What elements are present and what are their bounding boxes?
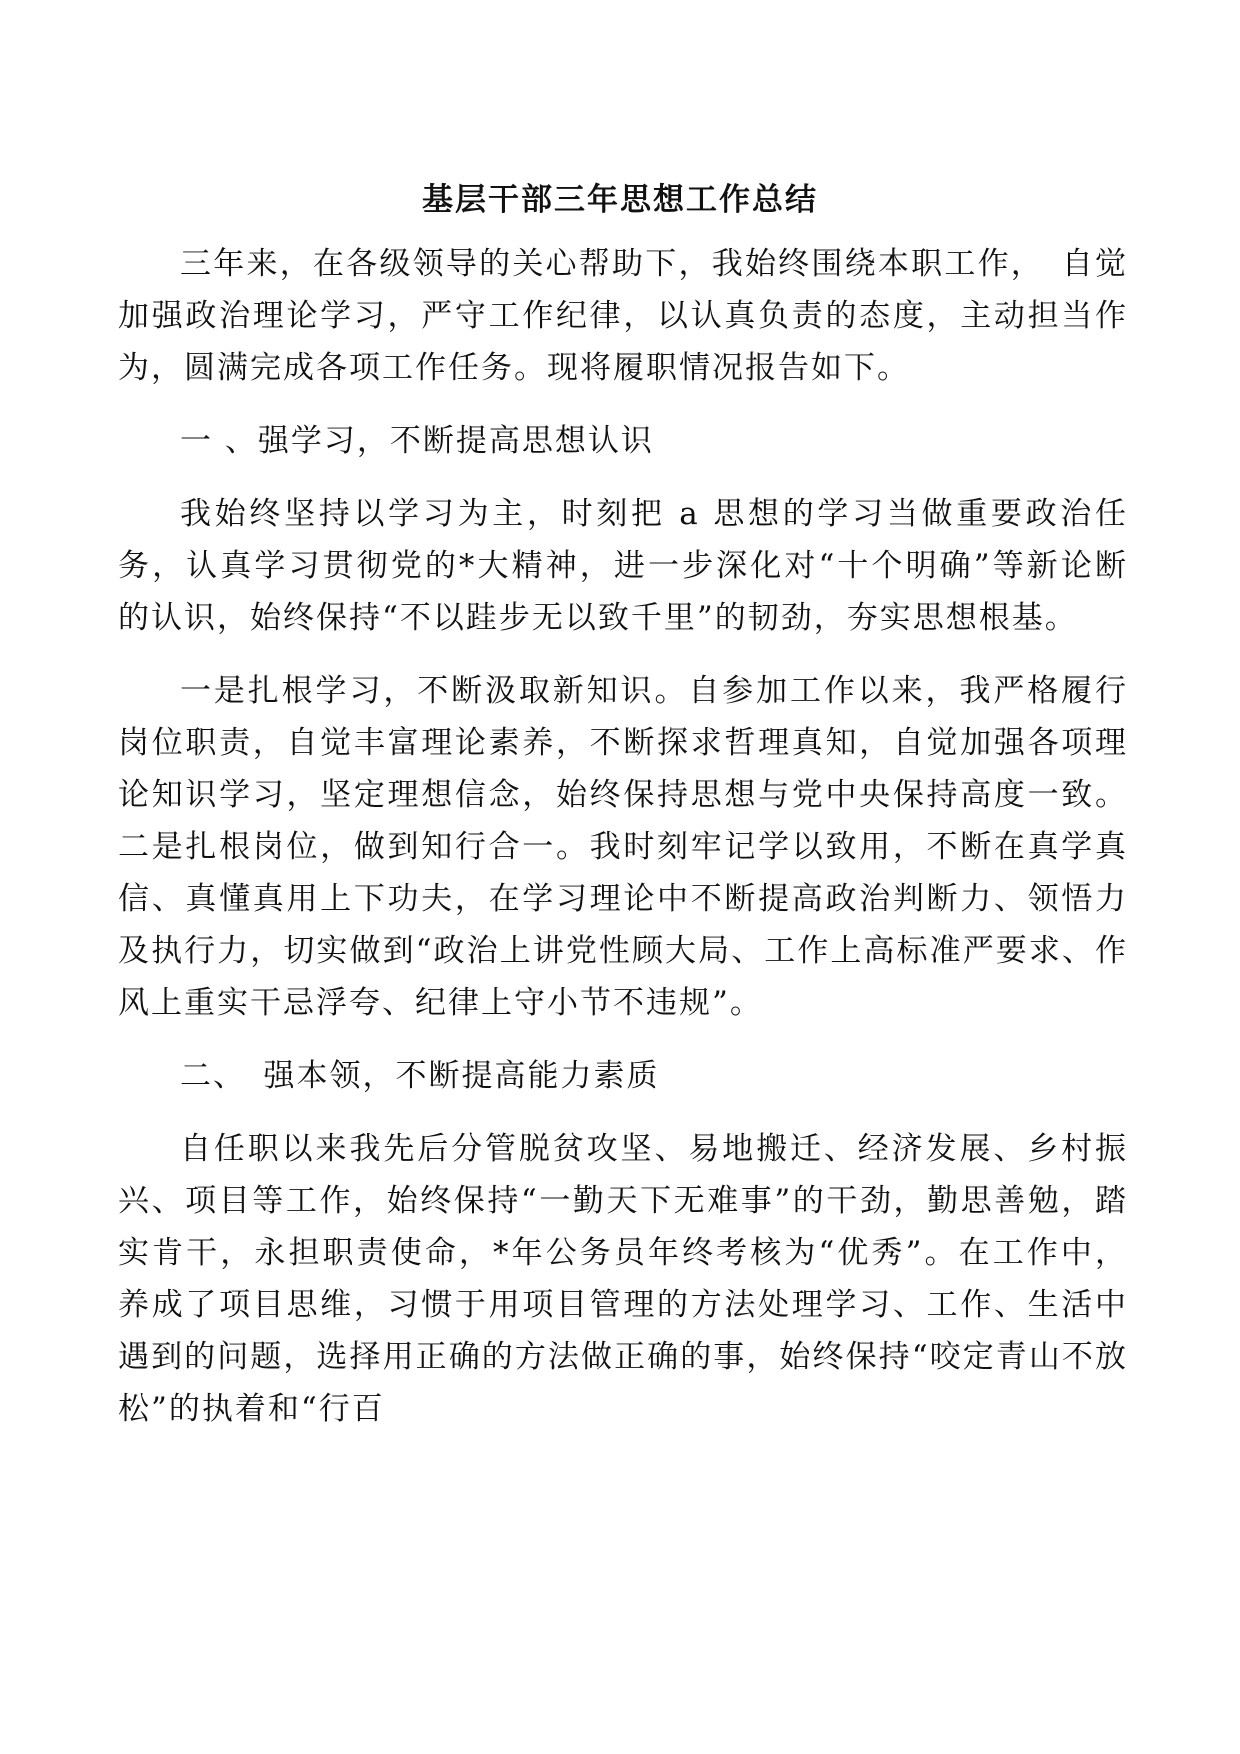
section-heading-2: 二、 强本领，不断提高能力素质 bbox=[180, 1058, 660, 1094]
section-heading-1: 一 、强学习，不断提高思想认识 bbox=[180, 423, 654, 459]
paragraph-section-1-details: 一是扎根学习，不断汲取新知识。自参加工作以来，我严格履行岗位职责，自觉丰富理论素养，不断探求哲理真知，自觉加强各项理论知识学习，坚定理想信念，始终保持思想与党中央保持高度一致。二是扎根岗位，做到知行合一。我时刻牢记学以致用，不断在真学真信、真懂真用上下功夫，在学习理论中不断提高政治判断力、领悟力及执行力，切实做到“政治上讲党性顾大局、工作上高标准严要求、作风上重实干忌浮夸、纪律上守小节不违规”。 bbox=[118, 673, 1128, 1021]
paragraph-section-2-details: 自任职以来我先后分管脱贫攻坚、易地搬迁、经济发展、乡村振兴、项目等工作，始终保持“一勤天下无难事”的干劲，勤思善勉，踏实肯干，永担职责使命，*年公务员年终考核为“优秀”。在工作中，养成了项目思维，习惯于用项目管理的方法处理学习、工作、生活中遇到的问题，选择用正确的方法做正确的事，始终保持“咬定青山不放松”的执着和“行百 bbox=[118, 1131, 1128, 1427]
document-title: 基层干部三年思想工作总结 bbox=[422, 182, 818, 218]
document-body bbox=[118, 238, 1128, 1456]
paragraph-section-1-summary: 我始终坚持以学习为主，时刻把 a 思想的学习当做重要政治任务，认真学习贯彻党的*大精神，进一步深化对“十个明确”等新论断的认识，始终保持“不以跬步无以致千里”的韧劲，夯实思想根基。 bbox=[118, 496, 1128, 636]
paragraph-intro: 三年来，在各级领导的关心帮助下，我始终围绕本职工作， 自觉加强政治理论学习，严守工作纪律，以认真负责的态度，主动担当作为，圆满完成各项工作任务。现将履职情况报告如下。 bbox=[118, 246, 1128, 386]
